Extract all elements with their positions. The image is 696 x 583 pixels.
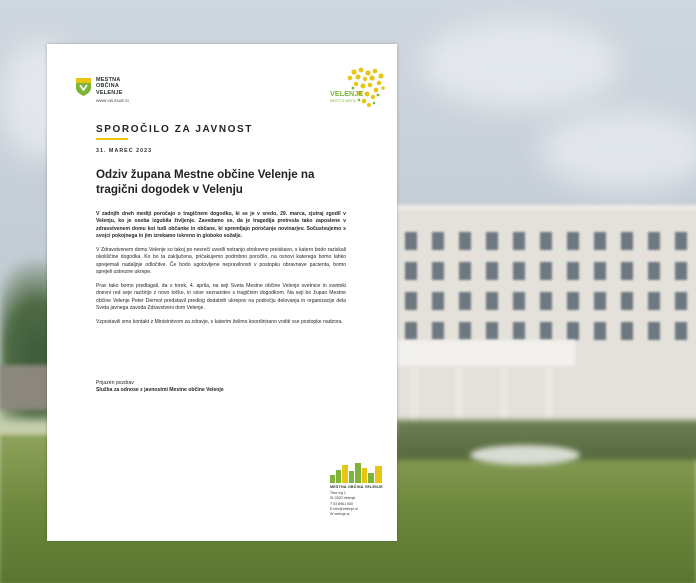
window — [405, 262, 417, 280]
footer-org-name: MESTNA OBČINA VELENJE — [330, 485, 383, 489]
window — [567, 262, 579, 280]
window — [675, 322, 687, 340]
municipality-logo — [75, 77, 129, 104]
window — [486, 262, 498, 280]
signature: Služba za odnose z javnostmi Mestne občine Velenje — [96, 387, 224, 393]
cloud — [420, 20, 620, 110]
window — [648, 262, 660, 280]
footer-email: E info@velenje.si — [330, 506, 358, 511]
window — [567, 232, 579, 250]
window — [594, 262, 606, 280]
cloud — [540, 110, 696, 190]
window — [621, 262, 633, 280]
paragraph: Vzpostavili smo kontakt z Ministrstvom za zdravje, s katerim želimo koordinirano voditi vse postopke nadzora. — [96, 318, 343, 325]
window — [486, 232, 498, 250]
window — [594, 232, 606, 250]
entrance-canopy — [395, 340, 575, 366]
window — [405, 232, 417, 250]
window — [405, 322, 417, 340]
window — [459, 262, 471, 280]
paragraph: V Zdravstvenem domu Velenje so takoj po nesreči uvedli notranjo strokovno preiskavo, s katero bodo raziskali okoliščine dogodka. Ko bo ta zaključena, pričakujemo podrobno poročilo, na osnovi katerega bomo lahko sprejemali nadaljnje odločitve. Če bodo ugotovljene nepravilnosti v postopku obravnave pacienta, bomo sprejeli ustrezne ukrepe. — [96, 246, 346, 275]
window — [648, 292, 660, 310]
footer-web: W velenje.si — [330, 512, 350, 517]
window — [432, 232, 444, 250]
window — [594, 322, 606, 340]
window — [540, 322, 552, 340]
window — [432, 292, 444, 310]
window — [513, 262, 525, 280]
window — [405, 292, 417, 310]
window — [675, 292, 687, 310]
coat-of-arms-icon — [75, 77, 92, 97]
window — [621, 232, 633, 250]
window — [432, 322, 444, 340]
logo-line-2: OBČINA — [96, 83, 120, 90]
window — [594, 292, 606, 310]
footer-phone: T 03 8961 600 — [330, 501, 354, 506]
window — [567, 322, 579, 340]
window — [513, 232, 525, 250]
footer-address: Titov trg 1 — [330, 491, 346, 495]
title-underline — [96, 138, 128, 140]
window — [459, 322, 471, 340]
logo-url: WWW.VELENJE.SI — [96, 98, 129, 103]
window — [540, 262, 552, 280]
window — [540, 292, 552, 310]
window — [432, 262, 444, 280]
window — [648, 232, 660, 250]
window — [675, 232, 687, 250]
window — [648, 322, 660, 340]
window — [459, 292, 471, 310]
window — [540, 232, 552, 250]
window — [486, 322, 498, 340]
window — [621, 292, 633, 310]
right-logo-line-1: VELENJE — [330, 89, 364, 98]
velenje-city-logo — [330, 66, 388, 114]
release-date: 31. MAREC 2023 — [96, 148, 153, 154]
footer-contact — [330, 491, 358, 517]
path — [470, 445, 580, 465]
paragraph-lead: V zadnjih dneh mediji poročajo o tragičnem dogodku, ki se je v sredo, 29. marca, zjutraj zgodil v Velenju, ko je oseba izgubila življenje. Zavedamo se, da je tragedija pretresla tako zaposlene v zdravstvenem domu kot tudi občanke in občane, ki spremljajo poročanje novinarjev. Sočustvujemo s svojci pokojnega in jim izrekamo iskreno in globoko sožalje. — [96, 211, 346, 240]
right-logo-line-2: MESTO & MESTA — [330, 99, 356, 103]
window — [567, 292, 579, 310]
skyline-logo-icon — [330, 461, 382, 483]
paragraph: Prav tako bomo predlagali, da v torek, 4. aprila, na seji Sveta Mestne občine Velenje svetnice in svetniki dnevni red seje razširijo z novo točko, in sicer seznanitev s tragičnim dogodkom. Na seji bo župan Mestne občine Velenje Peter Dermol predstavil predlog dodatnih ukrepov na področju delovanja in organizacije dela Sveta javnega zavoda Zdravstveni dom Velenje. — [96, 282, 346, 311]
document-type-label: SPOROČILO ZA JAVNOST — [96, 124, 254, 135]
window — [513, 322, 525, 340]
footer-postcode: SI-3320 Velenje — [330, 496, 356, 501]
window — [621, 322, 633, 340]
logo-line-1: MESTNA — [96, 77, 121, 83]
closing-greeting: Prijazen pozdrav — [96, 380, 134, 386]
window — [459, 232, 471, 250]
window — [486, 292, 498, 310]
headline: Odziv župana Mestne občine Velenje na tragični dogodek v Velenju — [96, 168, 315, 196]
body-text — [96, 211, 346, 333]
window — [675, 262, 687, 280]
window — [513, 292, 525, 310]
logo-line-3: VELENJE — [96, 89, 123, 96]
press-release-document — [47, 44, 397, 541]
